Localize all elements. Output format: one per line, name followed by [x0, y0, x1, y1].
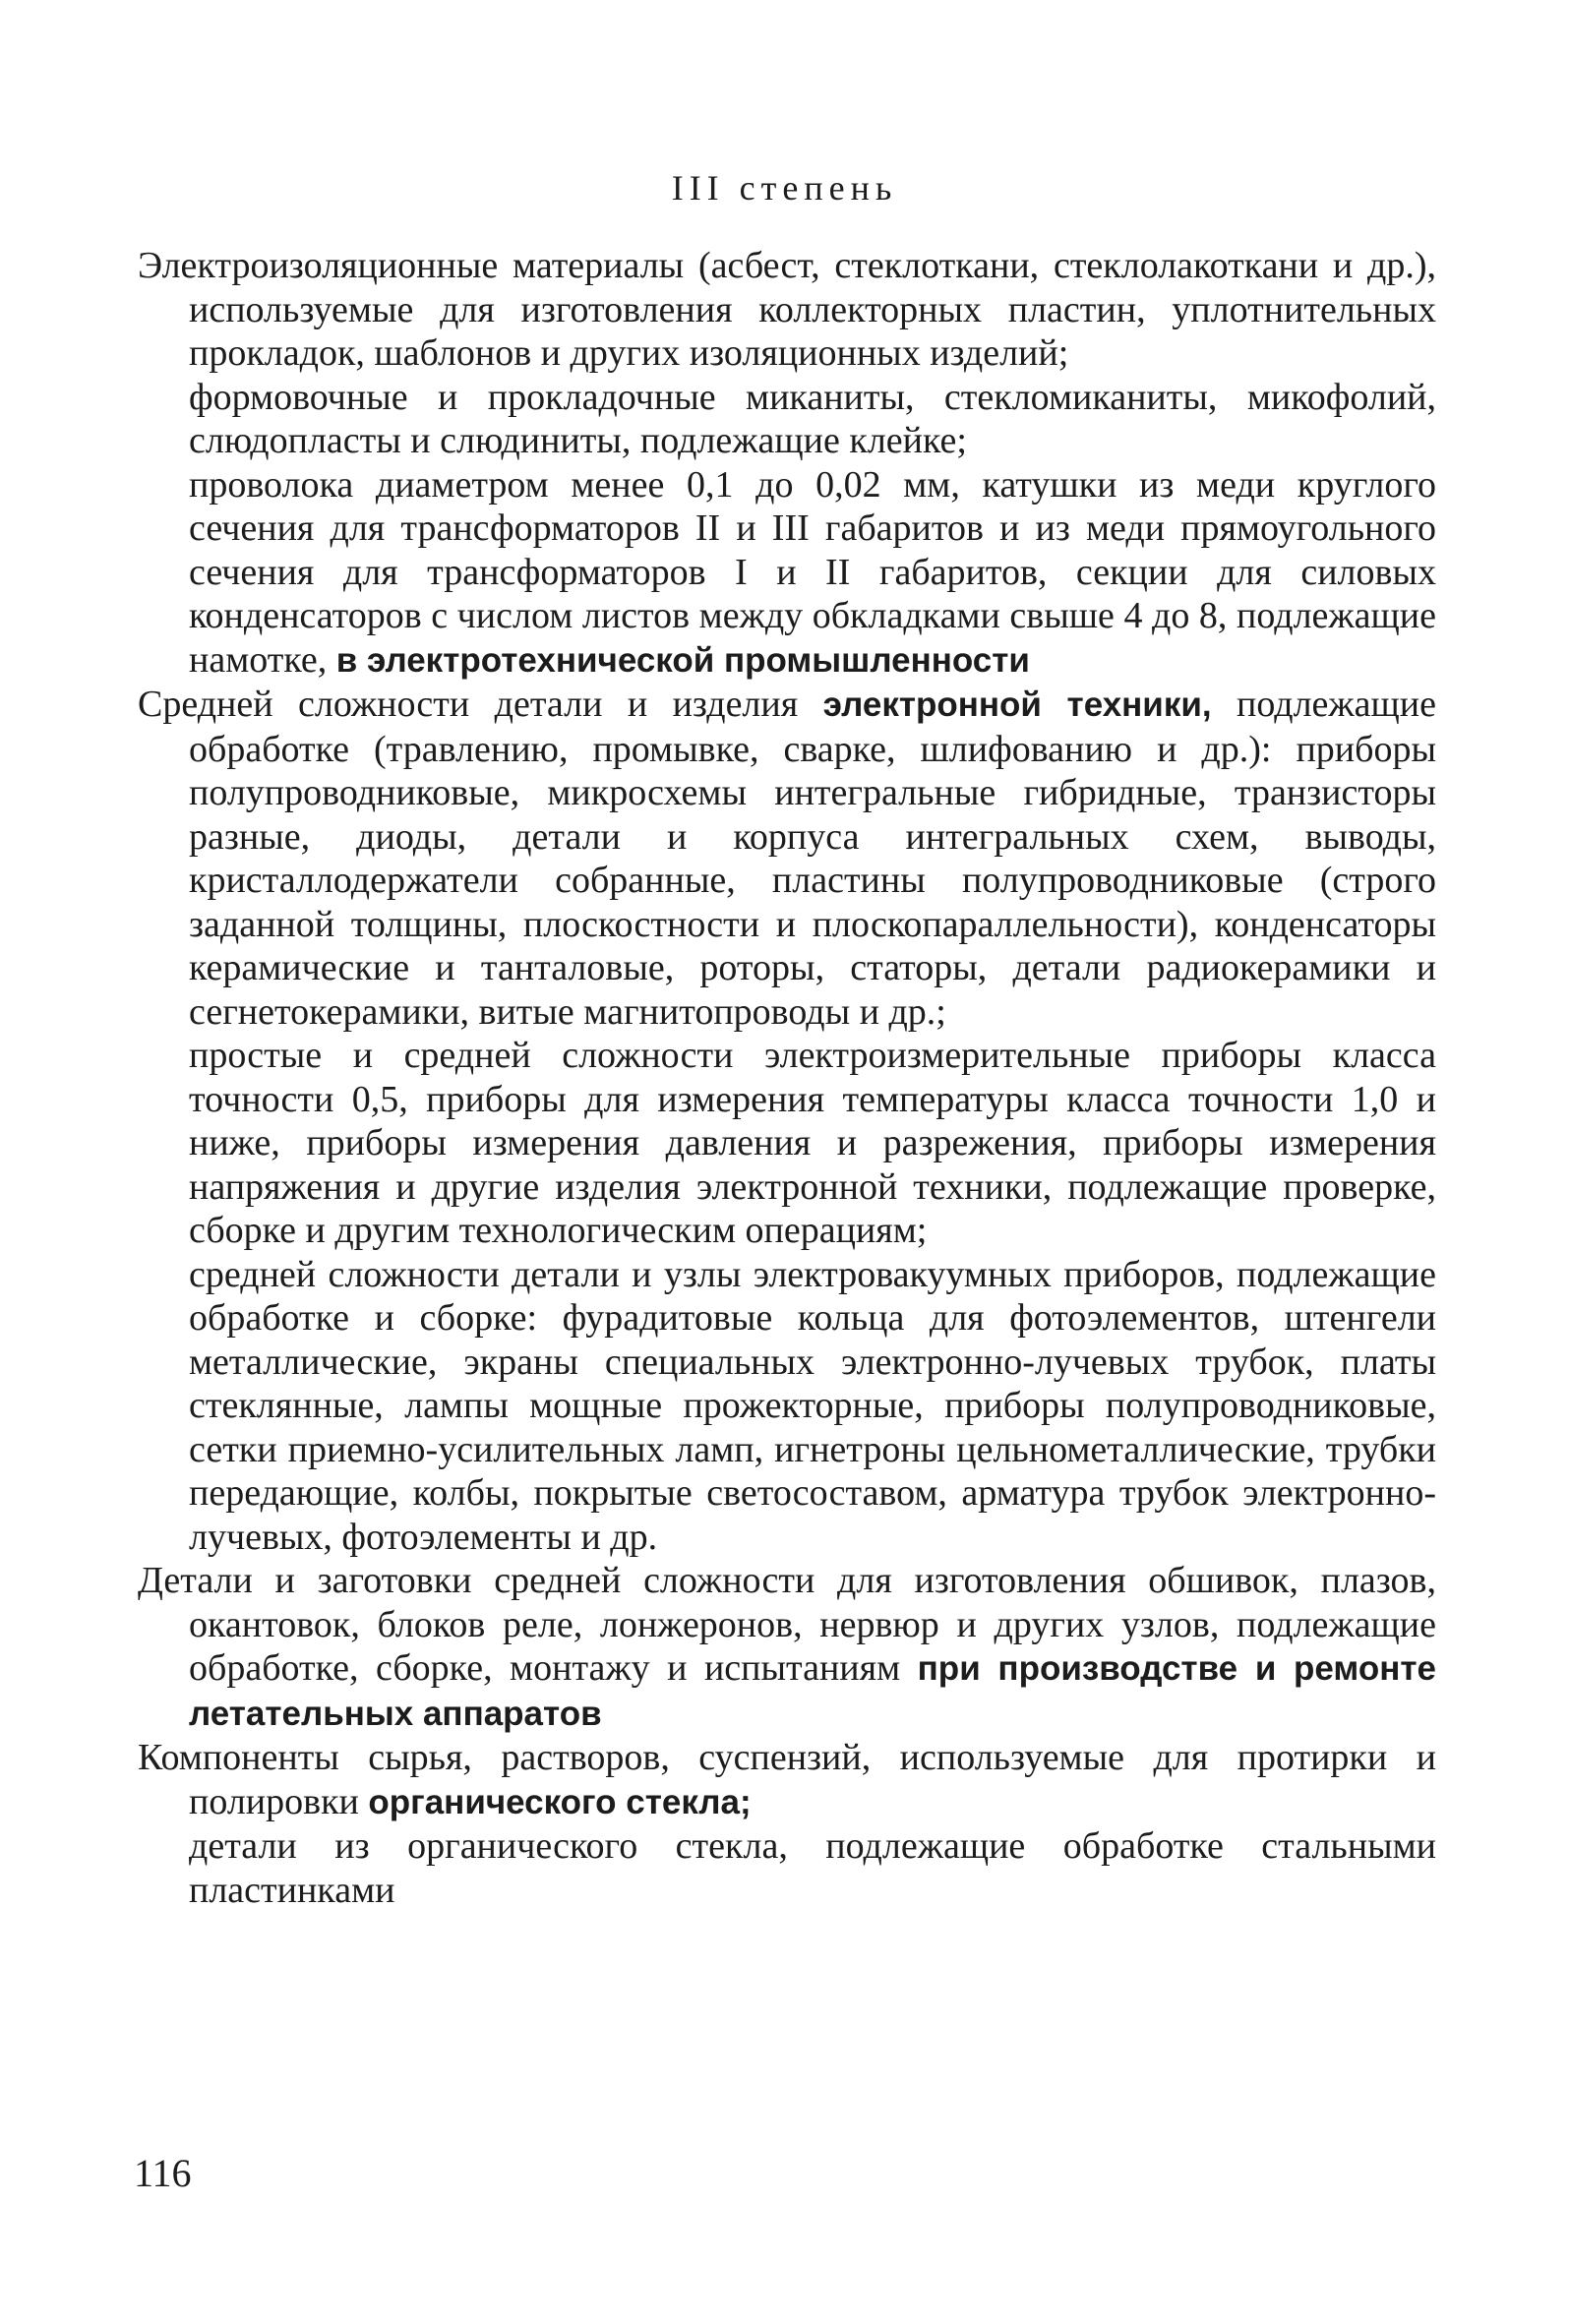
entry-text: средней сложности детали и узлы электровакуумных приборов, подлежащие обработке и сборке: фурадитовые кольца для фотоэлементов, штенгели металлические, экраны специальных электронно-лучевых трубок, платы стеклянные, лампы мощные прожекторные, приборы полупроводниковые, сетки приемно-усилительных ламп, игнетроны цельнометаллические, трубки передающие, колбы, покрытые светосоставом, арматура трубок электронно-лучевых, фотоэлементы и др.	[189, 1253, 1436, 1558]
entry-text: детали из органического стекла, подлежащие обработке стальными пластинками	[189, 1825, 1436, 1911]
entry-text: простые и средней сложности электроизмерительные приборы класса точности 0,5, приборы для измерения температуры класса точности 1,0 и ниже, приборы измерения давления и разрежения, приборы измерения напряжения и другие изделия электронной техники, подлежащие проверке, сборке и другим технологическим операциям;	[189, 1035, 1436, 1251]
sub-entry-glass-parts	[138, 1824, 1436, 1912]
entry-text: Средней сложности детали и изделия	[138, 684, 823, 725]
page-number: 116	[134, 2151, 192, 2195]
entry-text: формовочные и прокладочные миканиты, стекломиканиты, микофолий, слюдопласты и слюдиниты, подлежащие клейке;	[189, 376, 1436, 461]
entry-aircraft	[138, 1559, 1436, 1736]
entry-text: Детали и заготовки средней сложности для изготовления обшивок, плазов, окантовок, блоков реле, лонжеронов, нервюр и других узлов, подлежащие обработке, сборке, монтажу и испытаниям	[138, 1560, 1436, 1689]
sub-entry-instruments	[138, 1034, 1436, 1253]
body-text	[138, 244, 1436, 1912]
entry-organic-glass	[138, 1736, 1436, 1824]
entry-text: Электроизоляционные материалы (асбест, стеклоткани, стеклолакоткани и др.), используемые для изготовления коллекторных пластин, уплотнительных прокладок, шаблонов и других изоляционных изделий;	[138, 245, 1436, 374]
industry-label: при производстве и ремонте летательных аппаратов	[189, 1649, 1436, 1733]
industry-label: электронной техники,	[822, 685, 1212, 724]
entry-text: Компоненты сырья, растворов, суспензий, используемые для протирки и полировки	[138, 1737, 1436, 1822]
entry-text: проволока диаметром менее 0,1 до 0,02 мм, катушки из меди круглого сечения для трансформаторов II и III габаритов и из меди прямоугольного сечения для трансформаторов I и II габаритов, секции для силовых конденсаторов с числом листов между обкладками свыше 4 до 8, подлежащие намотке,	[189, 463, 1436, 681]
entry-insulation	[138, 244, 1436, 376]
sub-entry-micanite	[138, 376, 1436, 463]
industry-label: органического стекла;	[368, 1782, 752, 1821]
entry-text: подлежащие обработке (травлению, промывке, сварке, шлифованию и др.): приборы полупроводниковые, микросхемы интегральные гибридные, транзисторы разные, диоды, детали и корпуса интегральных схем, выводы, кристаллодержатели собранные, пластины полупроводниковые (строго заданной толщины, плоскостности и плоскопараллельности), конденсаторы керамические и танталовые, роторы, статоры, детали радиокерамики и сегнетокерамики, витые магнитопроводы и др.;	[189, 684, 1436, 1033]
sub-entry-wire	[138, 463, 1436, 684]
sub-entry-vacuum-devices	[138, 1253, 1436, 1560]
entry-electronics	[138, 683, 1436, 1034]
industry-label: в электротехнической промышленности	[335, 640, 1030, 680]
section-heading: III степень	[671, 168, 898, 208]
